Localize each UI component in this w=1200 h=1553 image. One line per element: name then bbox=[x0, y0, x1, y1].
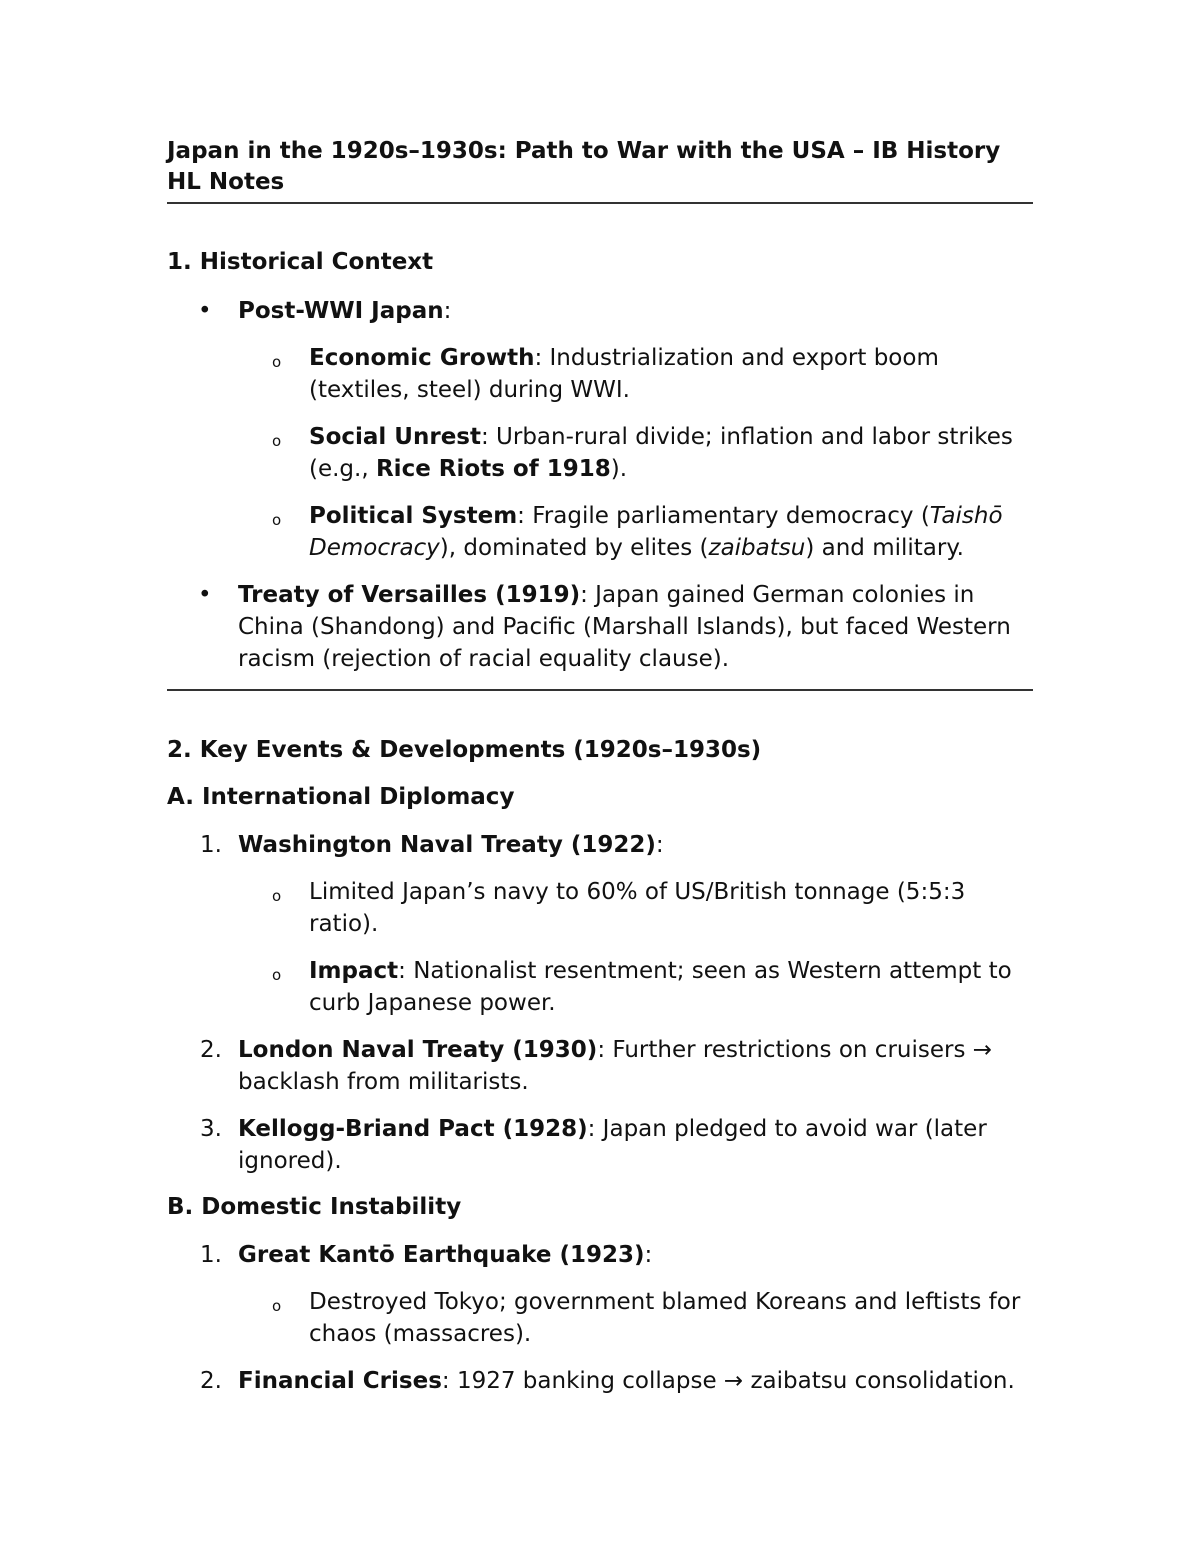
numbered-item-london-naval-treaty bbox=[167, 1034, 1033, 1098]
term-washington-naval-treaty: Washington Naval Treaty (1922) bbox=[238, 832, 656, 858]
sub-bullet-marker: o bbox=[272, 511, 282, 529]
sub-bullet-social-unrest bbox=[167, 421, 1033, 485]
sub-bullet-political-system bbox=[167, 500, 1033, 564]
text-kellogg-briand-pact: : Japan pledged to avoid war (later ignored). bbox=[238, 1116, 987, 1174]
document-title: Japan in the 1920s–1930s: Path to War with the USA – IB History HL Notes bbox=[167, 136, 1033, 204]
bullet-marker: • bbox=[198, 582, 212, 608]
item-number: 1. bbox=[200, 1242, 222, 1268]
numbered-item-financial-crises bbox=[167, 1365, 1033, 1397]
document-page bbox=[167, 136, 1033, 1397]
sub-bullet-marker: o bbox=[272, 353, 282, 371]
term-financial-crises: Financial Crises bbox=[238, 1368, 442, 1394]
text-political-c: ) and military. bbox=[805, 535, 964, 561]
term-economic-growth: Economic Growth bbox=[309, 345, 535, 371]
section-heading-historical-context: 1. Historical Context bbox=[167, 249, 434, 275]
text-economic-growth: : Industrialization and export boom (textiles, steel) during WWI. bbox=[309, 345, 939, 403]
numbered-item-washington-naval-treaty bbox=[167, 829, 1033, 861]
text-political-a: : Fragile parliamentary democracy ( bbox=[517, 503, 930, 529]
bullet-marker: • bbox=[198, 298, 212, 324]
subsection-heading-international-diplomacy: A. International Diplomacy bbox=[167, 784, 515, 810]
text-impact: : Nationalist resentment; seen as Western attempt to curb Japanese power. bbox=[309, 958, 1012, 1016]
term-post-wwi-japan: Post-WWI Japan bbox=[238, 298, 444, 324]
section-heading-key-events: 2. Key Events & Developments (1920s–1930s) bbox=[167, 737, 762, 763]
text-treaty-of-versailles: : Japan gained German colonies in China (Shandong) and Pacific (Marshall Islands), but faced Western racism (rejection of racial equality clause). bbox=[238, 582, 1011, 672]
subsection-heading-domestic-instability: B. Domestic Instability bbox=[167, 1194, 462, 1220]
term-taisho-democracy: Taishō Democracy bbox=[309, 503, 1003, 561]
term-political-system: Political System bbox=[309, 503, 518, 529]
term-great-kanto-earthquake: Great Kantō Earthquake (1923) bbox=[238, 1242, 645, 1268]
bullet-treaty-of-versailles bbox=[167, 579, 1033, 675]
item-number: 2. bbox=[200, 1037, 222, 1063]
text-destroyed-tokyo: Destroyed Tokyo; government blamed Koreans and leftists for chaos (massacres). bbox=[309, 1289, 1021, 1347]
text-great-kanto-earthquake: : bbox=[644, 1242, 653, 1268]
item-number: 2. bbox=[200, 1368, 222, 1394]
term-impact: Impact bbox=[309, 958, 399, 984]
sub-bullet-marker: o bbox=[272, 966, 282, 984]
text-washington-naval-treaty: : bbox=[655, 832, 664, 858]
text-political-b: ), dominated by elites ( bbox=[439, 535, 709, 561]
sub-bullet-marker: o bbox=[272, 887, 282, 905]
text-social-unrest-b: ). bbox=[610, 456, 628, 482]
text-navy-limit: Limited Japan’s navy to 60% of US/British tonnage (5:5:3 ratio). bbox=[309, 879, 966, 937]
sub-bullet-destroyed-tokyo bbox=[167, 1286, 1033, 1350]
term-zaibatsu: zaibatsu bbox=[708, 535, 806, 561]
numbered-item-great-kanto-earthquake bbox=[167, 1239, 1033, 1271]
term-social-unrest: Social Unrest bbox=[309, 424, 481, 450]
term-treaty-of-versailles: Treaty of Versailles (1919) bbox=[238, 582, 581, 608]
bullet-post-wwi-japan bbox=[167, 295, 1033, 327]
numbered-item-kellogg-briand-pact bbox=[167, 1113, 1033, 1177]
term-london-naval-treaty: London Naval Treaty (1930) bbox=[238, 1037, 598, 1063]
sub-bullet-navy-limit bbox=[167, 876, 1033, 940]
sub-bullet-marker: o bbox=[272, 1297, 282, 1315]
text-financial-crises: : 1927 banking collapse → zaibatsu consolidation. bbox=[441, 1368, 1015, 1394]
item-number: 3. bbox=[200, 1116, 222, 1142]
text-london-naval-treaty: : Further restrictions on cruisers → backlash from militarists. bbox=[238, 1037, 993, 1095]
text-social-unrest-a: : Urban-rural divide; inflation and labor strikes (e.g., bbox=[309, 424, 1013, 482]
sub-bullet-marker: o bbox=[272, 432, 282, 450]
term-rice-riots: Rice Riots of 1918 bbox=[375, 456, 611, 482]
sub-bullet-impact bbox=[167, 955, 1033, 1019]
sub-bullet-economic-growth bbox=[167, 342, 1033, 406]
item-number: 1. bbox=[200, 832, 222, 858]
term-post-wwi-colon: : bbox=[443, 298, 452, 324]
section-divider bbox=[167, 689, 1033, 691]
term-kellogg-briand-pact: Kellogg-Briand Pact (1928) bbox=[238, 1116, 588, 1142]
